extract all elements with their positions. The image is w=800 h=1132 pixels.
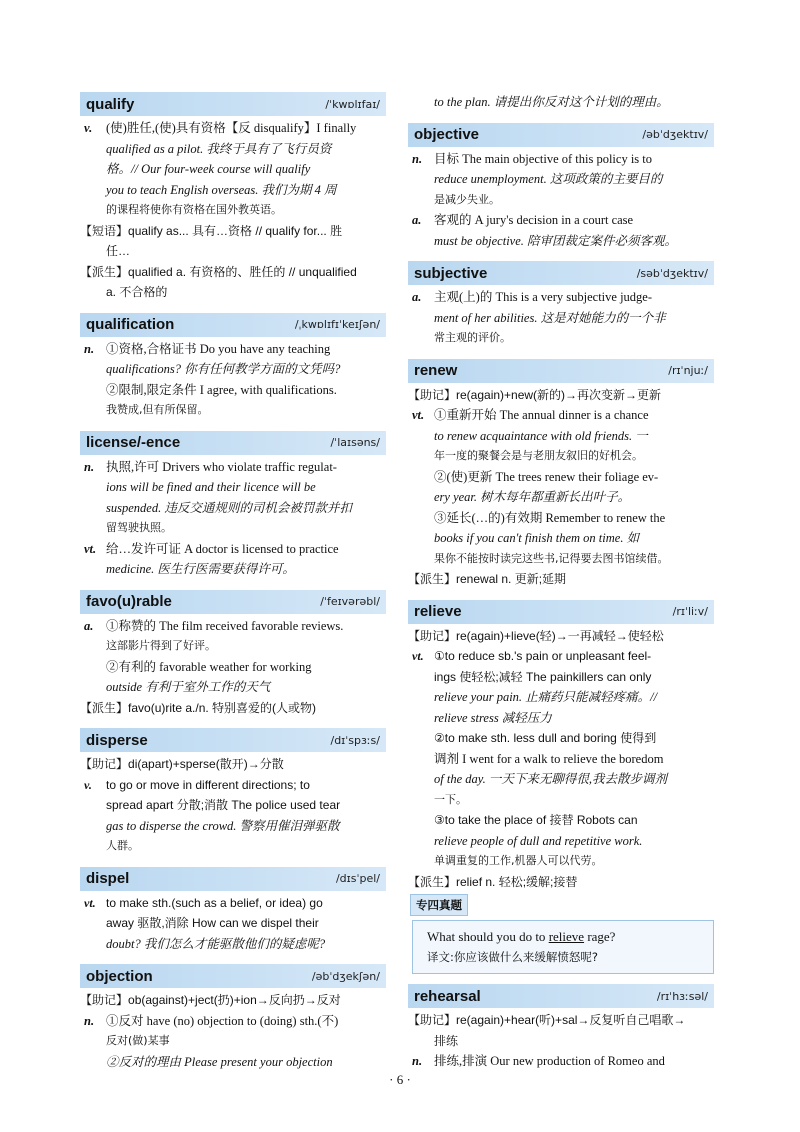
mnemonic-line <box>408 385 714 406</box>
headword: renew <box>414 362 458 379</box>
headword-bar <box>408 984 714 1008</box>
definition-line: medicine. 医生行医需要获得许可。 <box>106 562 295 576</box>
part-of-speech: a. <box>412 213 422 227</box>
definition-line <box>80 893 386 914</box>
part-of-speech: vt. <box>412 649 424 663</box>
phonetic: /rɪˈhɜːsəl/ <box>656 989 708 1003</box>
definition-line: ment of her abilities. 这是对她能力的一个非 <box>434 310 666 325</box>
definition-line: relieve your pain. 止痛药只能减轻疼痛。// <box>434 690 658 704</box>
left-column <box>80 92 386 1082</box>
headword: rehearsal <box>414 987 481 1005</box>
entry-renew <box>408 359 714 590</box>
part-of-speech: n. <box>84 341 95 356</box>
definition-line: 单调重复的工作,机器人可以代劳。 <box>434 854 603 867</box>
phonetic: /rɪˈnjuː/ <box>668 364 708 377</box>
headword: subjective <box>414 264 488 282</box>
definition-text: ①资格,合格证书 Do you have any teaching <box>106 341 331 356</box>
entry-dispel <box>80 867 386 955</box>
derivative-text: favo(u)rite a./n. 特别喜爱的(人或物) <box>128 700 317 715</box>
definition-text: 排练,排演 Our new production of Romeo and <box>434 1054 665 1068</box>
part-of-speech: n. <box>84 459 95 474</box>
exam-question-label: 专四真题 <box>410 894 468 916</box>
definition-line: to the plan. 请提出你反对这个计划的理由。 <box>434 95 669 109</box>
definition-text: ①to reduce sb.'s pain or unpleasant feel- <box>434 649 652 663</box>
definition-line: ②限制,限定条件 I agree, with qualifications. <box>106 382 337 397</box>
headword: objection <box>86 967 153 985</box>
definition-line: ery year. 树木每年都重新长出叶子。 <box>434 490 631 504</box>
headword-bar <box>80 590 386 614</box>
definition-line: ions will be fined and their licence will be <box>106 480 316 494</box>
entry-objection-continued <box>408 92 714 113</box>
exam-question-text: What should you do to <box>427 929 549 944</box>
phrase-line: 任… <box>106 244 131 258</box>
definition-line: 我赞成,但有所保留。 <box>106 403 209 416</box>
phonetic: /ˈlaɪsəns/ <box>330 436 380 449</box>
part-of-speech: a. <box>412 290 422 304</box>
definition-line: ②反对的理由 Please present your objection <box>106 1054 333 1069</box>
headword-bar <box>408 359 714 383</box>
definition-line: qualified as a pilot. 我终于具有了飞行员资 <box>106 141 332 156</box>
definition-line: 一下。 <box>434 792 467 806</box>
part-of-speech: v. <box>84 121 93 135</box>
part-of-speech: n. <box>412 151 423 166</box>
entry-favourable <box>80 590 386 719</box>
definition-line: ings 使轻松;减轻 The painkillers can only <box>434 669 652 684</box>
definition-line: 这部影片得到了好评。 <box>106 639 216 652</box>
headword-bar <box>80 728 386 752</box>
definition-line: 的课程将使你有资格在国外教英语。 <box>106 203 282 216</box>
entry-relieve <box>408 600 714 975</box>
entry-qualify <box>80 92 386 303</box>
definition-line: 反对(做)某事 <box>106 1034 170 1047</box>
part-of-speech: n. <box>84 1013 95 1028</box>
definition-line: 常主观的评价。 <box>434 331 511 344</box>
derivative-line <box>80 698 386 719</box>
definition-text: 主观(上)的 This is a very subjective judge- <box>434 290 653 304</box>
definition-line: qualifications? 你有任何教学方面的文凭吗? <box>106 362 341 376</box>
mnemonic-line: 排练 <box>434 1033 459 1048</box>
headword: qualification <box>86 316 175 333</box>
definition-line <box>408 1051 714 1072</box>
definition-line <box>80 457 386 478</box>
headword: license/-ence <box>86 434 181 451</box>
headword: dispel <box>86 870 130 887</box>
definition-line: away 驱散,消除 How can we dispel their <box>106 916 319 930</box>
definition-text: ①称赞的 The film received favorable reviews. <box>106 618 344 633</box>
mnemonic-line <box>80 754 386 775</box>
mnemonic-text: re(again)+lieve(轻)→一再减轻→使轻松 <box>456 628 664 643</box>
phonetic: /səbˈdʒektɪv/ <box>636 266 708 280</box>
phrase-line <box>80 221 386 242</box>
definition-line <box>80 616 386 637</box>
phonetic: /dɪsˈpel/ <box>335 872 380 885</box>
section-tag: 【短语】 <box>80 223 129 238</box>
entry-rehearsal <box>408 984 714 1072</box>
phonetic: /rɪˈliːv/ <box>672 605 708 618</box>
entry-subjective <box>408 261 714 349</box>
exam-question-translation: 译文:你应该做什么来缓解愤怒呢? <box>427 950 598 964</box>
phrase-text: qualify as... 具有…资格 // qualify for... 胜 <box>128 223 343 238</box>
headword: qualify <box>86 95 135 113</box>
part-of-speech: vt. <box>412 408 425 422</box>
definition-line: doubt? 我们怎么才能驱散他们的疑虑呢? <box>106 936 326 951</box>
derivative-line <box>80 262 386 283</box>
headword-bar <box>80 431 386 455</box>
phonetic: /əbˈdʒekʃən/ <box>311 969 380 983</box>
definition-text: 执照,许可 Drivers who violate traffic regulat- <box>106 459 337 474</box>
section-tag: 【助记】 <box>80 993 129 1007</box>
part-of-speech: n. <box>412 1054 423 1068</box>
derivative-line <box>408 569 714 590</box>
definition-text: 客观的 A jury's decision in a court case <box>434 213 634 227</box>
page-number: · 6 · <box>389 1072 411 1087</box>
section-tag: 【派生】 <box>80 700 129 715</box>
section-tag: 【助记】 <box>408 1013 457 1027</box>
exam-question-box <box>412 920 714 974</box>
definition-line <box>80 539 386 560</box>
definition-line: ②有利的 favorable weather for working <box>106 659 312 674</box>
definition-line: ②(使)更新 The trees renew their foliage ev- <box>434 469 659 484</box>
entry-objection <box>80 964 386 1072</box>
phonetic: /əbˈdʒektɪv/ <box>642 128 708 141</box>
headword-bar <box>80 313 386 337</box>
definition-line: 是减少失业。 <box>434 192 500 206</box>
definition-line <box>408 287 714 308</box>
definition-line <box>408 210 714 231</box>
headword: objective <box>414 126 480 143</box>
mnemonic-line <box>80 990 386 1011</box>
definition-line: reduce unemployment. 这项政策的主要目的 <box>434 172 663 186</box>
definition-text: 目标 The main objective of this policy is to <box>434 151 653 166</box>
phonetic: /ˈfeɪvərəbl/ <box>320 595 380 608</box>
definition-line: ③to take the place of 接替 Robots can <box>434 813 638 827</box>
part-of-speech: vt. <box>84 541 97 556</box>
part-of-speech: a. <box>84 618 94 633</box>
definition-text: (使)胜任,(使)具有资格【反 disqualify】I finally <box>106 121 357 135</box>
right-column <box>408 92 714 1082</box>
phonetic: /dɪˈspɜːs/ <box>330 733 380 747</box>
definition-line: gas to disperse the crowd. 警察用催泪弹驱散 <box>106 818 340 833</box>
definition-line: 调剂 I went for a walk to relieve the boredom <box>434 751 664 766</box>
exam-question-keyword: relieve <box>548 929 585 944</box>
definition-text: ①反对 have (no) objection to (doing) sth.(不) <box>106 1013 339 1028</box>
definition-line: relieve people of dull and repetitive work. <box>434 833 643 848</box>
definition-line <box>80 118 386 139</box>
section-tag: 【助记】 <box>80 757 129 771</box>
definition-line <box>408 405 714 426</box>
headword-bar <box>80 92 386 116</box>
definition-line: 格。// Our four-week course will qualify <box>106 162 311 176</box>
derivative-text: renewal n. 更新;延期 <box>456 572 567 586</box>
mnemonic-line <box>408 626 714 647</box>
definition-line: ②to make sth. less dull and boring 使得到 <box>434 731 657 745</box>
part-of-speech: v. <box>84 777 92 792</box>
definition-text: 给…发许可证 A doctor is licensed to practice <box>106 541 339 556</box>
definition-line: ③延长(…的)有效期 Remember to renew the <box>434 510 666 525</box>
mnemonic-text: re(again)+new(新的)→再次变新→更新 <box>456 387 662 402</box>
headword-bar <box>80 867 386 891</box>
mnemonic-text: di(apart)+sperse(散开)→分散 <box>128 757 284 771</box>
definition-line <box>408 149 714 170</box>
definition-line: 留驾驶执照。 <box>106 521 172 534</box>
derivative-line <box>408 872 714 893</box>
exam-question-text: rage? <box>584 929 616 944</box>
section-tag: 【助记】 <box>408 387 457 402</box>
mnemonic-line <box>408 1010 714 1031</box>
derivative-text: qualified a. 有资格的、胜任的 // unqualified <box>128 264 357 279</box>
definition-line <box>80 1011 386 1032</box>
section-tag: 【派生】 <box>80 264 129 279</box>
definition-line: of the day. 一天下来无聊得很,我去散步调剂 <box>434 772 667 786</box>
headword-bar <box>408 261 714 285</box>
definition-line: must be objective. 陪审团裁定案件必须客观。 <box>434 233 678 248</box>
entry-qualification <box>80 313 386 421</box>
derivative-line: a. 不合格的 <box>106 285 168 299</box>
entry-license <box>80 431 386 580</box>
headword-bar <box>80 964 386 988</box>
headword: favo(u)rable <box>86 593 172 610</box>
headword: relieve <box>414 603 462 620</box>
definition-text: to make sth.(such as a belief, or idea) go <box>106 895 323 910</box>
definition-line: relieve stress 减轻压力 <box>434 710 552 725</box>
definition-text: to go or move in different directions; to <box>106 777 310 792</box>
section-tag: 【派生】 <box>408 572 457 586</box>
definition-line: suspended. 违反交通规则的司机会被罚款并扣 <box>106 500 352 515</box>
exam-question <box>427 927 699 947</box>
section-tag: 【助记】 <box>408 628 457 643</box>
definition-line: you to teach English overseas. 我们为期 4 周 <box>106 182 337 197</box>
definition-line <box>80 339 386 360</box>
definition-text: ①重新开始 The annual dinner is a chance <box>434 408 649 422</box>
definition-line: books if you can't finish them on time. 如 <box>434 531 640 545</box>
section-tag: 【派生】 <box>408 874 457 889</box>
definition-line: 年一度的聚餐会是与老朋友叙旧的好机会。 <box>434 449 643 462</box>
mnemonic-text: re(again)+hear(听)+sal→反复听自己唱歌→ <box>456 1013 686 1027</box>
mnemonic-text: ob(against)+ject(扔)+ion→反向扔→反对 <box>128 993 341 1007</box>
definition-line <box>408 646 714 667</box>
definition-line: spread apart 分散;消散 The police used tear <box>106 798 341 812</box>
derivative-text: relief n. 轻松;缓解;接替 <box>456 874 578 889</box>
headword: disperse <box>86 731 148 749</box>
headword-bar <box>408 600 714 624</box>
entry-objective <box>408 123 714 252</box>
phonetic: /ˈkwɒlɪfaɪ/ <box>325 97 380 111</box>
definition-line: 人群。 <box>106 839 139 852</box>
phonetic: /ˌkwɒlɪfɪˈkeɪʃən/ <box>294 318 380 331</box>
headword-bar <box>408 123 714 147</box>
definition-line: 果你不能按时读完这些书,记得要去图书馆续借。 <box>434 551 669 565</box>
definition-line <box>80 775 386 796</box>
definition-line: outside 有利于室外工作的天气 <box>106 680 271 694</box>
entry-disperse <box>80 728 386 857</box>
definition-line: to renew acquaintance with old friends. 一 <box>434 428 648 443</box>
part-of-speech: vt. <box>84 895 96 910</box>
